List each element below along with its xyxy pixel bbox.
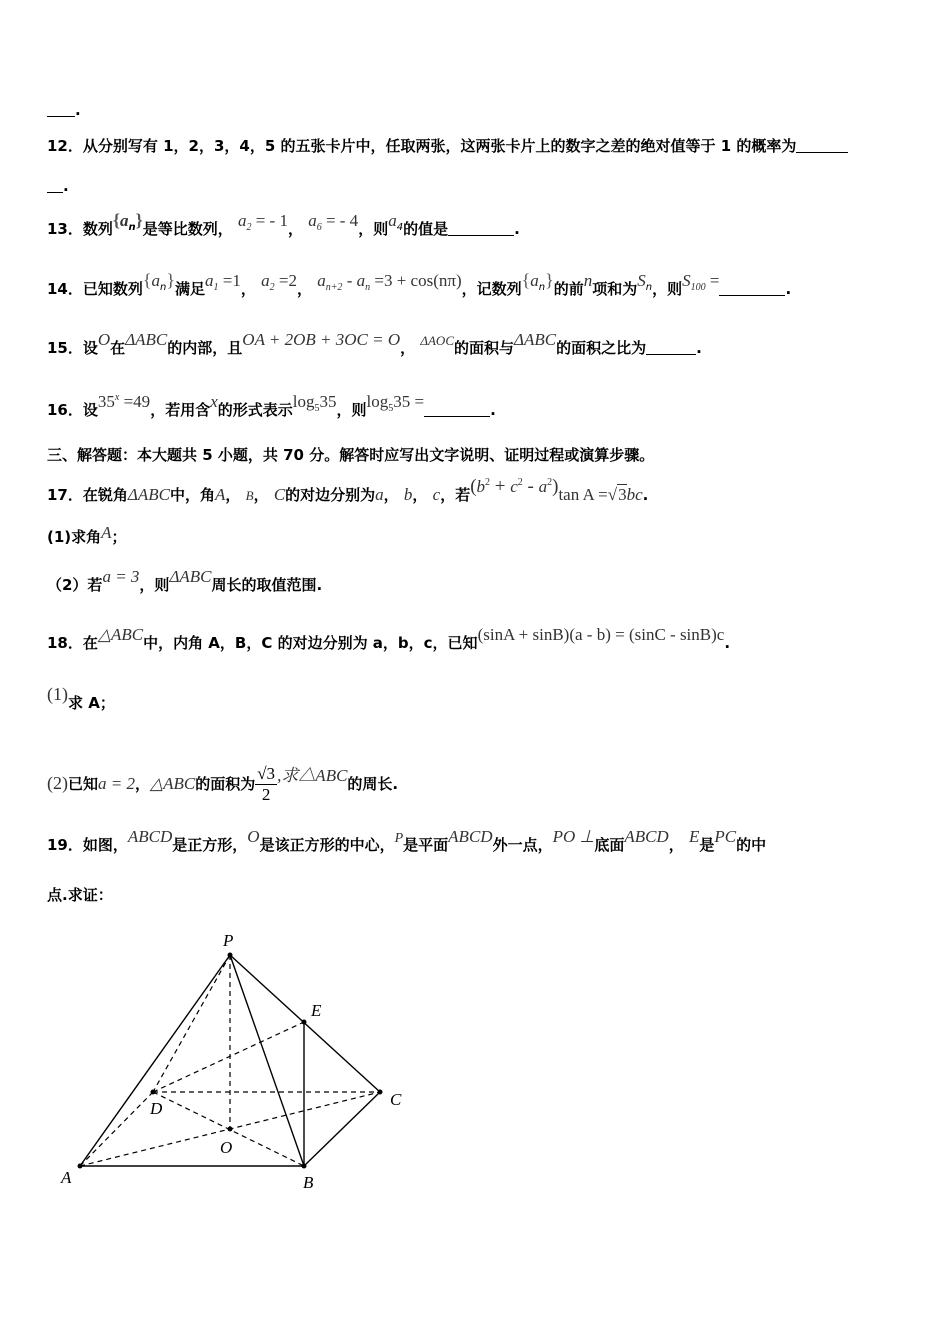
- label-B: B: [303, 1173, 314, 1192]
- point-C: [378, 1090, 383, 1095]
- question-16: 16．设$35^x =49$，若用含x的形式表示$\log_535$，则$\log_535$ = .: [47, 392, 496, 419]
- question-18-part-2: (2)已知a = 2，△ABC的面积为 $\frac{√3}{2}$ ,求△ABC的周长.: [47, 764, 399, 804]
- label-E: E: [311, 1001, 322, 1020]
- edge-PA: [80, 955, 233, 1166]
- question-18-part-1: (1)求 A；: [47, 684, 115, 712]
- point-E: [302, 1020, 307, 1025]
- point-A: [78, 1164, 83, 1169]
- question-13: 13．数列$\{a_n\}$是等比数列， $a_2$ = - 1， $a_6$ = - 4，则$a_4$的值是 .: [47, 210, 520, 238]
- edge-BC: [304, 1092, 380, 1166]
- question-12: [47, 136, 848, 156]
- pyramid-figure: [50, 925, 430, 1195]
- fraction: $\frac{√3}{2}$: [257, 764, 276, 804]
- label-C: C: [390, 1090, 402, 1109]
- point-O: [228, 1127, 233, 1132]
- section-heading: 三、解答题：本大题共 5 小题，共 70 分。解答时应写出文字说明、证明过程或演算步骤。: [47, 446, 655, 464]
- point-D: [151, 1090, 156, 1095]
- edge-AD: [80, 1092, 153, 1166]
- label-P: P: [223, 931, 234, 950]
- question-15: 15．设O在ΔABC的内部，且OA + 2OB + 3OC = O， ΔAOC的面积与ΔABC的面积之比为 .: [47, 330, 702, 357]
- leading-fragment: .: [47, 100, 81, 120]
- question-14: 14．已知数列$\{a_n\}$满足$a_1 =1$， $a_2 =2$， $a_{n+2} - a_n =3 + \cos(n\pi)$，记数列$\{a_n\}$的前n项和为$S_n$，则$S_{100}$ = .: [47, 270, 792, 298]
- question-19-cont: 点.求证：: [47, 886, 113, 904]
- question-17-part-2: （2）若a = 3，则ΔABC周长的取值范围.: [47, 567, 323, 594]
- point-B: [302, 1164, 307, 1169]
- question-number: 12．: [47, 137, 83, 155]
- label-D: D: [150, 1099, 163, 1118]
- edge-PB: [230, 955, 304, 1166]
- point-P: [228, 953, 233, 958]
- question-12-cont: .: [47, 176, 69, 196]
- label-A: A: [61, 1168, 72, 1187]
- label-O: O: [220, 1138, 233, 1157]
- question-17-part-1: (1)求角A；: [47, 523, 127, 546]
- question-text: 从分别写有 1，2，3，4，5 的五张卡片中，任取两张，这两张卡片上的数字之差的绝对值等于 1 的概率为: [82, 137, 797, 155]
- question-18: 18．在△ABC中，内角 A，B，C 的对边分别为 a，b，c，已知(sinA + sinB)(a - b) = (sinC - sinB)c.: [47, 625, 731, 652]
- question-17: 17．在锐角ΔABC中，角A， B， C的对边分别为a， b， c，若$(b^2 + c^2 - a^2)\tan$ A =√3bc.: [47, 476, 649, 504]
- question-19: 19．如图，ABCD是正方形，O是该正方形的中心，P是平面ABCD外一点，PO ⊥底面ABCD， E是PC的中: [47, 827, 767, 854]
- edge-PD: [153, 955, 230, 1092]
